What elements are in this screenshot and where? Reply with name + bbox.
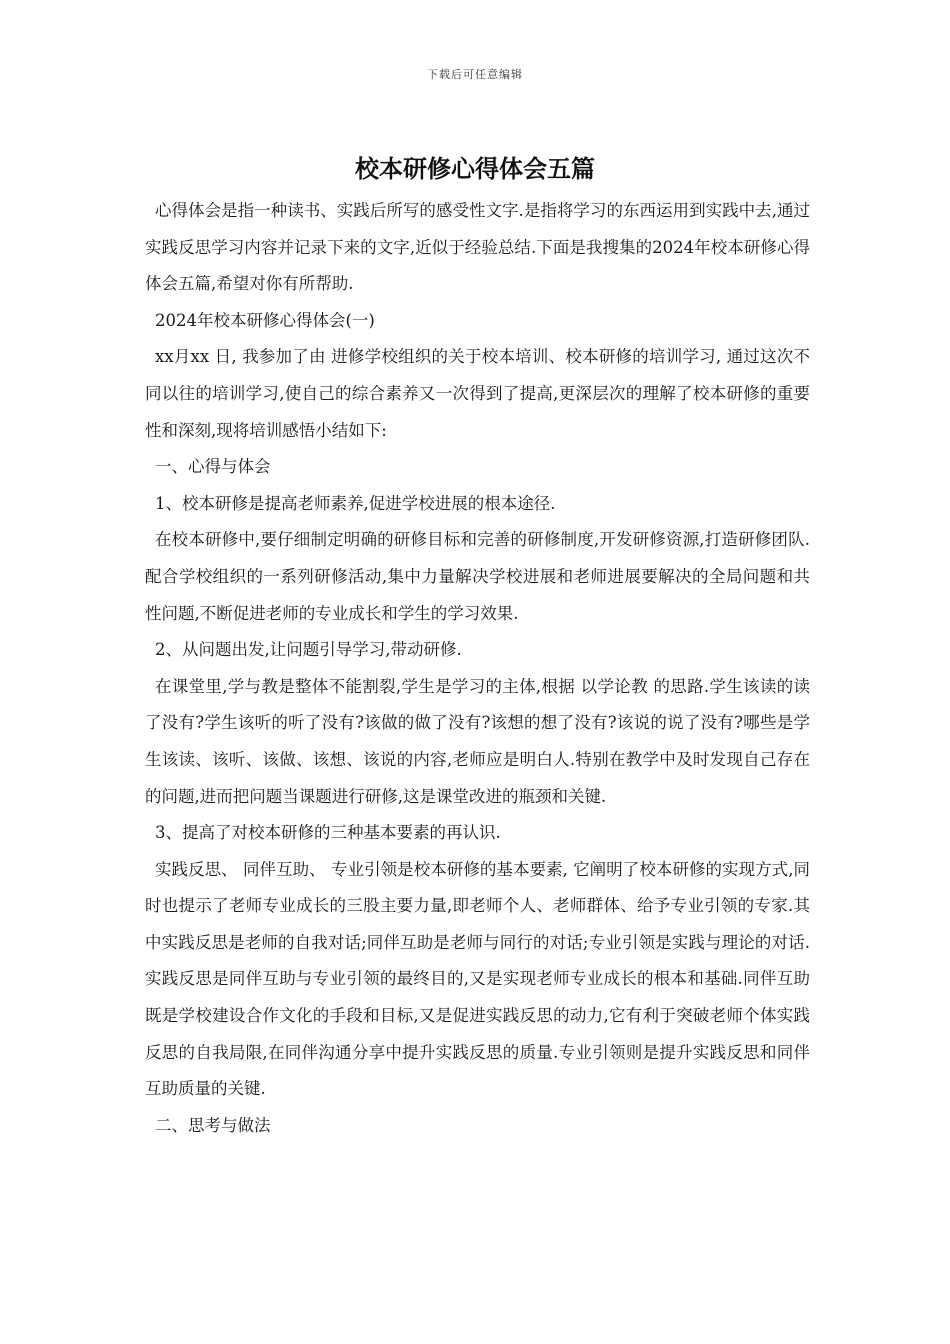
section-heading: 二、思考与做法 — [155, 1115, 271, 1135]
subsection-heading: 1、校本研修是提高老师素养,促进学校进展的根本途径. — [155, 493, 556, 513]
subsection-heading: 2、从问题出发,让问题引导学习,带动研修. — [155, 640, 462, 660]
body-paragraph: 实践反思、 同伴互助、 专业引领是校本研修的基本要素, 它阐明了校本研修的实现方式,同时也提示了老师专业成长的三股主要力量,即老师个人、老师群体、给予专业引领的专家.其中实践反思是老师的自我对话;同伴互助是老师与同行的对话;专业引领是实践与理论的对话.实践反思是同伴互助与专业引领的最终目的,又是实现老师专业成长的根本和基础.同伴互助既是学校建设合作文化的手段和目标,又是促进实践反思的动力,它有利于突破老师个体实践反思的自我局限,在同伴沟通分享中提升实践反思的质量.专业引领则是提升实践反思和同伴互助质量的关键. — [145, 859, 810, 1099]
subsection-heading: 3、提高了对校本研修的三种基本要素的再认识. — [155, 823, 501, 843]
section-heading: 一、心得与体会 — [155, 457, 271, 477]
body-paragraph: 在课堂里,学与教是整体不能割裂,学生是学习的主体,根据 以学论教 的思路.学生该读的读了没有?学生该听的听了没有?该做的做了没有?该想的想了没有?该说的说了没有?哪些是学生该读、该听、该做、该想、该说的内容,老师应是明白人.特别在教学中及时发现自己存在的问题,进而把问题当课题进行研修,这是课堂改进的瓶颈和关键. — [145, 676, 810, 806]
section-heading: 2024年校本研修心得体会(一) — [155, 310, 375, 330]
document-title: 校本研修心得体会五篇 — [355, 154, 595, 183]
document-body — [145, 193, 810, 1144]
body-paragraph: xx月xx 日, 我参加了由 进修学校组织的关于校本培训、校本研修的培训学习, 通过这次不同以往的培训学习,使自己的综合素养又一次得到了提高,更深层次的理解了校本研修的重要性和深刻,现将培训感悟小结如下: — [145, 347, 810, 440]
body-paragraph: 在校本研修中,要仔细制定明确的研修目标和完善的研修制度,开发研修资源,打造研修团队.配合学校组织的一系列研修活动,集中力量解决学校进展和老师进展要解决的全局问题和共性问题,不断促进老师的专业成长和学生的学习效果. — [145, 530, 810, 623]
page-header: 下载后可任意编辑 — [427, 68, 523, 81]
intro-paragraph: 心得体会是指一种读书、实践后所写的感受性文字.是指将学习的东西运用到实践中去,通过实践反思学习内容并记录下来的文字,近似于经验总结.下面是我搜集的2024年校本研修心得体会五篇,希望对你有所帮助. — [145, 201, 810, 294]
